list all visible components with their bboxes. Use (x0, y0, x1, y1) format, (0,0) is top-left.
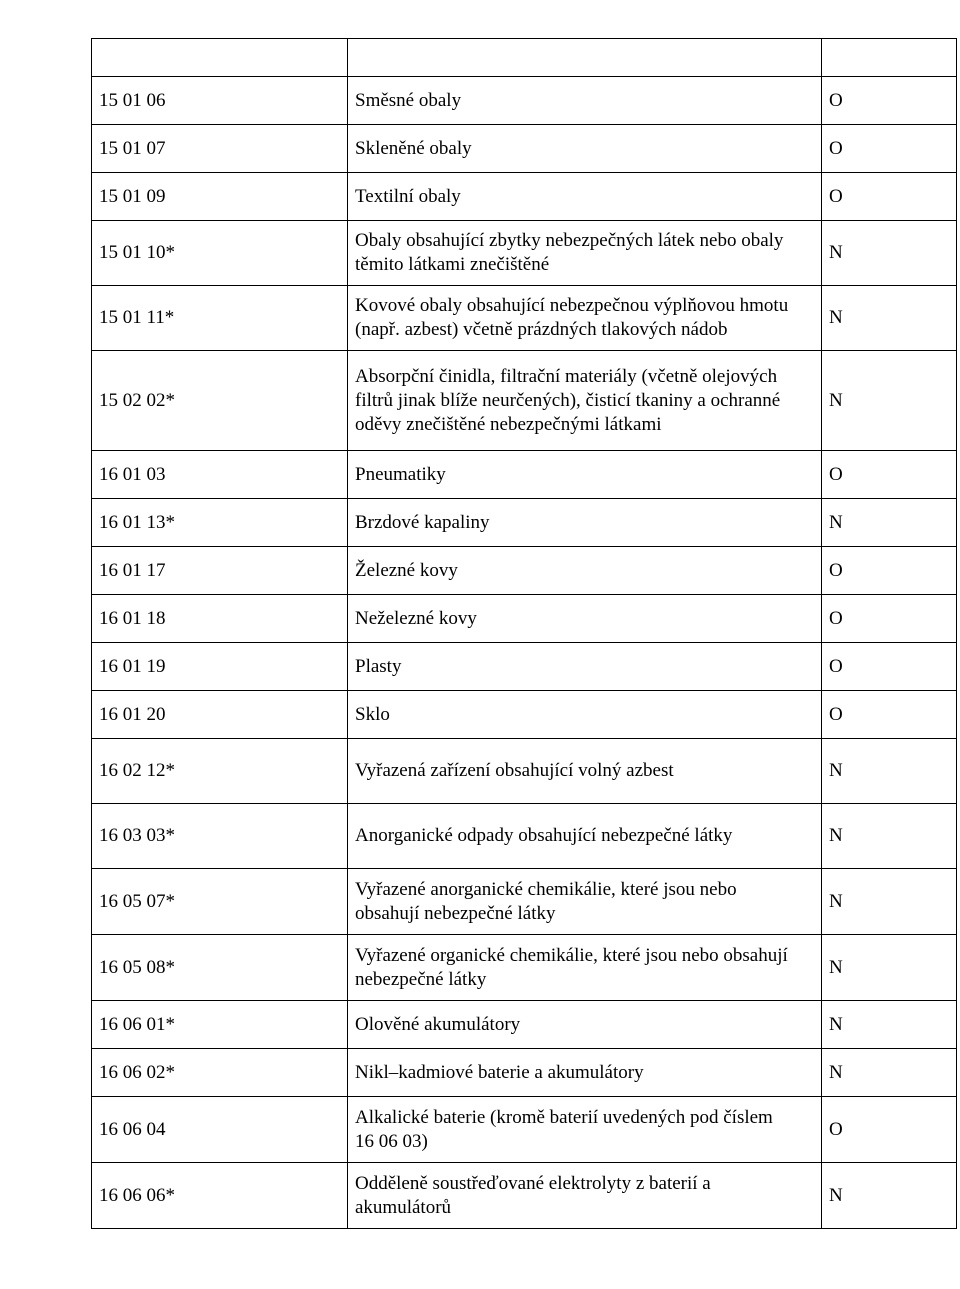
waste-category-cell: O (822, 595, 957, 643)
table-row (92, 351, 957, 451)
waste-name-line: obsahují nebezpečné látky (355, 902, 556, 924)
waste-category-cell: O (822, 691, 957, 739)
waste-category-cell: O (822, 173, 957, 221)
table-row (92, 1001, 957, 1049)
waste-name-line: Kovové obaly obsahující nebezpečnou výplňovou hmotu (355, 295, 789, 316)
table-row (92, 691, 957, 739)
table-row (92, 1049, 957, 1097)
waste-category-cell: N (822, 351, 957, 451)
waste-category-cell: N (822, 499, 957, 547)
waste-code-cell: 15 01 06 (92, 77, 348, 125)
waste-name-line: Vyřazené anorganické chemikálie, které jsou nebo (355, 878, 737, 900)
waste-name-cell (348, 499, 822, 547)
waste-category-cell: N (822, 1163, 957, 1229)
waste-name-line: Brzdové kapaliny (355, 511, 490, 533)
waste-name-line: Anorganické odpady obsahující nebezpečné látky (355, 825, 733, 846)
waste-name-line: Alkalické baterie (kromě baterií uvedených pod číslem (355, 1106, 773, 1128)
waste-code-cell: 15 01 11* (92, 286, 348, 351)
table-row (92, 804, 957, 869)
table-row (92, 125, 957, 173)
waste-name-cell (348, 547, 822, 595)
waste-name-line: Vyřazená zařízení obsahující volný azbest (355, 760, 674, 781)
waste-category-cell: N (822, 1001, 957, 1049)
waste-category-cell: N (822, 739, 957, 804)
waste-code-cell: 15 01 07 (92, 125, 348, 173)
table-row (92, 286, 957, 351)
waste-name-cell (348, 643, 822, 691)
waste-code-cell: 16 06 06* (92, 1163, 348, 1229)
table-row (92, 739, 957, 804)
waste-code-cell: 16 01 19 (92, 643, 348, 691)
waste-category-cell: O (822, 643, 957, 691)
waste-name-line: Skleněné obaly (355, 137, 472, 159)
waste-name-cell (348, 221, 822, 286)
waste-name-cell (348, 739, 822, 804)
table-row (92, 1163, 957, 1229)
waste-name-line: Plasty (355, 655, 402, 677)
waste-category-cell (822, 39, 957, 77)
waste-name-line: oděvy znečištěné nebezpečnými látkami (355, 413, 662, 435)
waste-code-cell: 16 01 03 (92, 451, 348, 499)
waste-name-cell (348, 286, 822, 351)
waste-name-cell (348, 1049, 822, 1097)
waste-name-cell (348, 125, 822, 173)
waste-name-line: Sklo (355, 703, 390, 725)
waste-code-cell: 16 01 18 (92, 595, 348, 643)
waste-code-cell: 15 01 09 (92, 173, 348, 221)
waste-name-line: Nikl–kadmiové baterie a akumulátory (355, 1061, 644, 1083)
waste-code-cell (92, 39, 348, 77)
waste-name-line: Odděleně soustřeďované elektrolyty z baterií a (355, 1172, 711, 1194)
waste-name-line: Směsné obaly (355, 89, 462, 111)
waste-name-line: Neželezné kovy (355, 607, 477, 629)
waste-code-cell: 16 01 13* (92, 499, 348, 547)
waste-name-cell (348, 451, 822, 499)
waste-name-cell (348, 869, 822, 935)
waste-name-cell (348, 173, 822, 221)
waste-name-line: filtrů jinak blíže neurčených), čisticí tkaniny a ochranné (355, 389, 781, 411)
waste-name-line: Železné kovy (355, 559, 458, 581)
waste-code-cell: 16 02 12* (92, 739, 348, 804)
waste-name-line: těmito látkami znečištěné (355, 254, 550, 275)
table-row (92, 595, 957, 643)
waste-name-cell (348, 351, 822, 451)
table-header-blank-row (92, 39, 957, 77)
waste-name-cell (348, 1097, 822, 1163)
waste-category-cell: N (822, 804, 957, 869)
table-row (92, 451, 957, 499)
table-row (92, 869, 957, 935)
waste-code-cell: 16 01 20 (92, 691, 348, 739)
waste-code-cell: 16 05 08* (92, 935, 348, 1001)
waste-name-cell (348, 935, 822, 1001)
waste-name-cell (348, 77, 822, 125)
waste-category-cell: O (822, 77, 957, 125)
table-row (92, 935, 957, 1001)
waste-name-cell (348, 39, 822, 77)
waste-name-cell (348, 691, 822, 739)
waste-name-line: Obaly obsahující zbytky nebezpečných látek nebo obaly (355, 230, 784, 251)
waste-category-cell: N (822, 869, 957, 935)
table-row (92, 173, 957, 221)
waste-category-cell: N (822, 935, 957, 1001)
waste-name-line: akumulátorů (355, 1196, 452, 1218)
waste-category-cell: N (822, 286, 957, 351)
waste-category-cell: O (822, 451, 957, 499)
waste-code-cell: 15 02 02* (92, 351, 348, 451)
waste-category-cell: N (822, 221, 957, 286)
waste-category-cell: O (822, 125, 957, 173)
waste-category-cell: O (822, 1097, 957, 1163)
waste-code-cell: 16 05 07* (92, 869, 348, 935)
waste-name-cell (348, 1001, 822, 1049)
waste-code-cell: 16 06 02* (92, 1049, 348, 1097)
waste-name-cell (348, 595, 822, 643)
table-row (92, 499, 957, 547)
table-row (92, 77, 957, 125)
waste-name-line: Pneumatiky (355, 463, 446, 485)
waste-code-cell: 16 06 01* (92, 1001, 348, 1049)
waste-name-line: Vyřazené organické chemikálie, které jsou nebo obsahují (355, 944, 788, 966)
waste-code-cell: 16 03 03* (92, 804, 348, 869)
waste-name-line: Absorpční činidla, filtrační materiály (včetně olejových (355, 365, 778, 387)
table-row (92, 547, 957, 595)
waste-code-cell: 16 06 04 (92, 1097, 348, 1163)
waste-category-cell: O (822, 547, 957, 595)
waste-catalogue-table (91, 38, 957, 1229)
table-row (92, 221, 957, 286)
table-body (92, 39, 957, 1229)
waste-code-cell: 16 01 17 (92, 547, 348, 595)
waste-code-cell: 15 01 10* (92, 221, 348, 286)
waste-name-line: 16 06 03) (355, 1130, 428, 1152)
waste-name-line: (např. azbest) včetně prázdných tlakových nádob (355, 319, 728, 340)
table-row (92, 1097, 957, 1163)
waste-name-cell (348, 804, 822, 869)
waste-category-cell: N (822, 1049, 957, 1097)
waste-name-cell (348, 1163, 822, 1229)
table-row (92, 643, 957, 691)
waste-name-line: nebezpečné látky (355, 968, 487, 990)
waste-name-line: Olověné akumulátory (355, 1013, 521, 1035)
waste-name-line: Textilní obaly (355, 185, 461, 207)
